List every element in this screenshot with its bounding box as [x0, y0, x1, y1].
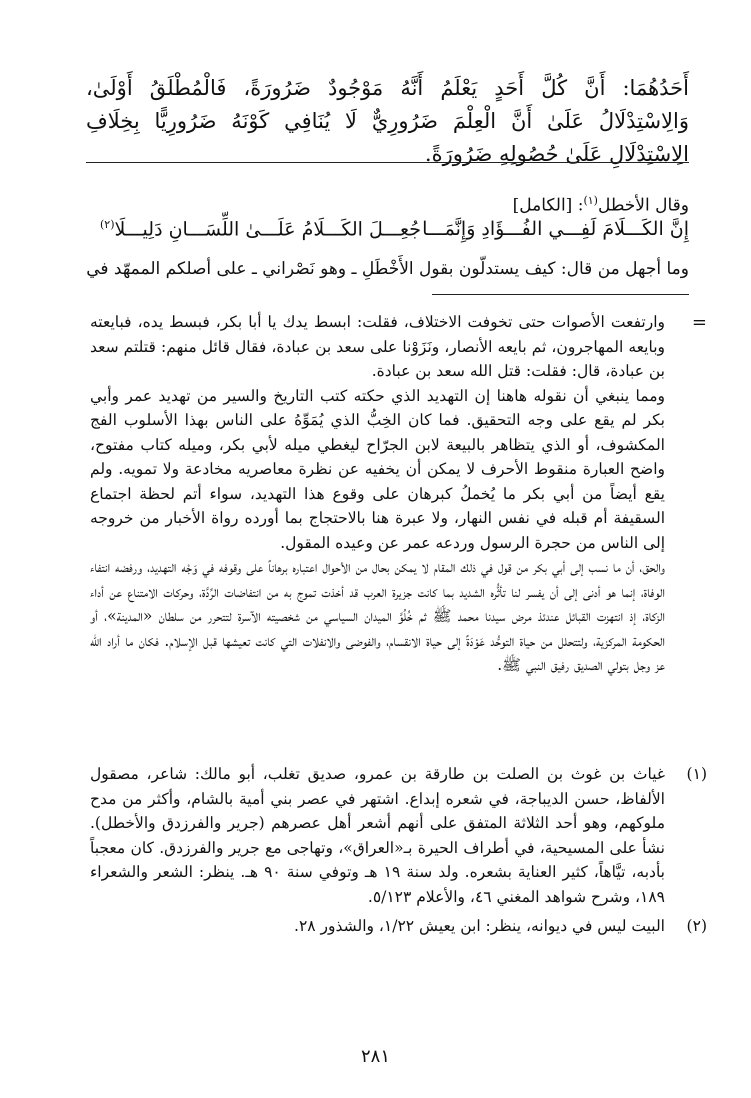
quote-intro	[86, 188, 689, 219]
verse-second-hemistich	[100, 218, 421, 240]
meter-label: : [الكامل]	[512, 195, 584, 216]
footnote-paragraph: ومما ينبغي أن نقوله هاهنا إن التهديد الذي حكته كتب التاريخ والسير من تهديد عمر وأبي بكر لم يقع على وجه التحقيق. فما كان الخِبُّ الذي يُمَوِّهُ على الناس بهذا الأسلوب الفج المكشوف، أو الذي يتظاهر بالبيعة لابن الجرّاح ليغطي ميله لأبي بكر، وميله كتاب مفتوح، واضح العبارة منقوط الأحرف لا يمكن أن يخفيه عن نظرة معاصريه مخادعة ولا تمويه. ولم يقع أيضاً من أبي بكر ما يُخملُ كبرهان على وقوع هذا التهديد، سواء أتم لحظة اجتماع السقيفة أم قبله في نفس النهار، ولا عبرة هنا بالاحتجاج بما أورده رواة الأخبار من خروجه إلى الناس من حجرة الرسول وردعه عمر عن وعيده المقول.	[90, 386, 665, 552]
footnotes-list	[90, 762, 707, 944]
footnote-text: غياث بن غوث بن الصلت بن طارقة بن عمرو، صديق تغلب، أبو مالك: شاعر، مصقول الألفاظ، حسن الديباجة، في شعره إبداع. اشتهر في عصر بني أمية بالشام، وأكثر من مدح ملوكهم، وهو أحد الثلاثة المتفق على أنهم أشعر أهل عصرهم (جرير والفرزدق والأخطل). نشأ على المسيحية، في أطراف الحيرة بـ«العراق»، وتهاجى مع جرير والفرزدق. كان معجباً بأدبه، تيَّاهاً، كثير العناية بشعره. ولد سنة ١٩ هـ وتوفي سنة ٩٠ هـ. ينظر: الشعر والشعراء ١٨٩، وشرح شواهد المغني ٤٦، والأعلام ٥/١٢٣.	[90, 765, 665, 906]
footnote-paragraph: والحق، أن ما نسب إلى أبي بكر من قول في ذلك المقام لا يمكن بحال من الأحوال اعتباره برهاناً على وقوفه في وَجْه التهديد، ورفضه انتفاء الوفاة، إنما هو أدنى إلى أن يفسر لنا تأثُّره الشديد بما كانت جزيرة العرب قد أخذت تموج به من انتفاضات الرِّدَّة، وحركات الامتناع عن أداء الزكاة، إذ انتهزت القبائل عندئذ مرض سيدنا محمد ﷺ ثم خُلُوَّ الميدان السياسي من شخصيته الآسرة لتتحرر من سلطان «المدينة»، أو الحكومة المركزية، ولتتحلل من حياة التوحُّد عَوْدَةً إلى حياة الانقسام، والفوضى والانفلات التي كانت تعيشها قبل الإسلام. فكان ما أراد الله عز وجل بتولي الصديق رفيق النبي ﷺ.	[90, 558, 665, 674]
footnote-number: (١)	[686, 765, 707, 783]
verse-first-hemistich: إِنَّ الكَـــلَامَ لَفِـــي الفُـــؤَادِ وَإِنَّمَـــا	[422, 218, 689, 240]
footnote-paragraph: وارتفعت الأصوات حتى تخوفت الاختلاف، فقلت: ابسط يدك يا أبا بكر، فبسط يده، فبايعته وبايعه المهاجرون، ثم بايعه الأنصار، ونَزَوْنا على سعد بن عبادة، فقال قائل منهم: قتلتم سعد بن عبادة، قال: فقلت: قتل الله سعد بن عبادة.	[90, 313, 665, 380]
main-paragraph: أَحَدُهُمَا: أَنَّ كُلَّ أَحَدٍ يَعْلَمُ أَنَّهُ مَوْجُودٌ ضَرُورَةً، فَالْمُطْلَقُ أَوْلَىٰ، وَالِاسْتِدْلَالُ عَلَىٰ أَنَّ الْعِلْمَ ضَرُورِيٌّ لَا يُنَافِي كَوْنَهُ ضَرُورِيًّا بِخِلَافِ الِاسْتِدْلَالِ عَلَىٰ حُصُولِهِ ضَرُورَةً.	[86, 76, 689, 166]
poetry-verse	[86, 218, 689, 250]
verse-second-hemistich-text: جُعِـــلَ الكَـــلَامُ عَلَـــىٰ اللِّسَـــانِ دَلِيـــلَا	[114, 218, 421, 241]
page-number: ٢٨١	[360, 1046, 390, 1067]
footnote-text: البيت ليس في ديوانه، ينظر: ابن يعيش ١/٢٢، والشذور ٢٨.	[294, 917, 665, 935]
continuation-line: وما أجهل من قال: كيف يستدلّون بقول الأَخْطَلِ ـ وهو نَصْراني ـ على أصلكم الممهّد في	[86, 259, 689, 279]
footnote-item	[90, 762, 707, 909]
continued-note-mark: =	[691, 312, 707, 333]
main-divider	[86, 162, 689, 163]
footnote-item	[90, 914, 707, 939]
quote-intro-text: وقال الأخطل	[597, 195, 689, 216]
footnote-ref-2: (٢)	[100, 218, 115, 231]
footnote-ref-1: (١)	[583, 194, 598, 207]
footnote-divider	[432, 294, 689, 295]
continued-footnote	[90, 310, 665, 678]
footnote-number: (٢)	[686, 917, 707, 935]
